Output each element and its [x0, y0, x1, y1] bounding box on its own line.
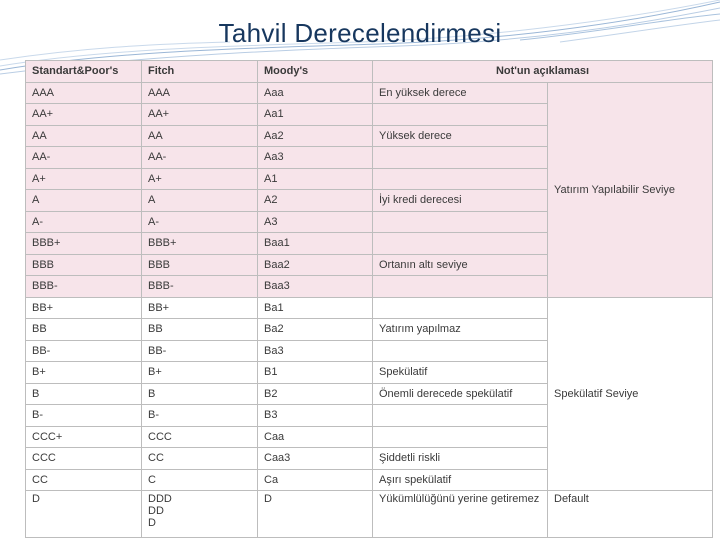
cell-moodys: A2: [258, 190, 373, 212]
cell-desc: Aşırı spekülatif: [373, 469, 548, 491]
table-row-default: [26, 491, 713, 538]
cell-sp: CCC: [26, 448, 142, 470]
cell-moodys: Ba3: [258, 340, 373, 362]
cell-sp: AA-: [26, 147, 142, 169]
cell-fitch: CCC: [142, 426, 258, 448]
cell-desc: [373, 147, 548, 169]
header-moodys: Moody's: [258, 61, 373, 83]
cell-fitch: B+: [142, 362, 258, 384]
cell-moodys: B3: [258, 405, 373, 427]
cell-fitch: A: [142, 190, 258, 212]
cell-moodys: A1: [258, 168, 373, 190]
cell-moodys: Baa1: [258, 233, 373, 255]
cell-desc: Yüksek derece: [373, 125, 548, 147]
cell-fitch: [142, 491, 258, 538]
cell-fitch: BBB: [142, 254, 258, 276]
table-header-row: [26, 61, 713, 83]
cell-sp: B-: [26, 405, 142, 427]
cell-desc: Şiddetli riskli: [373, 448, 548, 470]
cell-moodys: Baa3: [258, 276, 373, 298]
cell-sp: BBB: [26, 254, 142, 276]
cell-sp: B+: [26, 362, 142, 384]
fitch-line: DD: [148, 505, 164, 517]
cell-desc: Yükümlülüğünü yerine getiremez: [373, 491, 548, 538]
cell-fitch: AA: [142, 125, 258, 147]
fitch-line: DDD: [148, 493, 172, 505]
cell-sp: CCC+: [26, 426, 142, 448]
table-row: [26, 82, 713, 104]
cell-sp: BB+: [26, 297, 142, 319]
cell-desc: [373, 104, 548, 126]
cell-moodys: Caa: [258, 426, 373, 448]
cell-desc: [373, 211, 548, 233]
cell-desc: [373, 168, 548, 190]
cell-desc: İyi kredi derecesi: [373, 190, 548, 212]
cell-desc: [373, 233, 548, 255]
cell-moodys: Aaa: [258, 82, 373, 104]
cell-moodys: A3: [258, 211, 373, 233]
cell-sp: A-: [26, 211, 142, 233]
cell-sp: AAA: [26, 82, 142, 104]
cell-moodys: B2: [258, 383, 373, 405]
cell-moodys: B1: [258, 362, 373, 384]
cell-desc: [373, 405, 548, 427]
cell-fitch: AA-: [142, 147, 258, 169]
cell-sp: D: [26, 491, 142, 538]
cell-moodys: Caa3: [258, 448, 373, 470]
cell-fitch: AA+: [142, 104, 258, 126]
cell-desc: Ortanın altı seviye: [373, 254, 548, 276]
cell-fitch: A-: [142, 211, 258, 233]
header-fitch: Fitch: [142, 61, 258, 83]
cell-sp: B: [26, 383, 142, 405]
cell-fitch: AAA: [142, 82, 258, 104]
cell-fitch: BB+: [142, 297, 258, 319]
cell-fitch: B-: [142, 405, 258, 427]
table-row: [26, 297, 713, 319]
cell-sp: BB-: [26, 340, 142, 362]
cell-desc: Yatırım yapılmaz: [373, 319, 548, 341]
cell-sp: BBB+: [26, 233, 142, 255]
grade-speculative: Spekülatif Seviye: [548, 297, 713, 491]
cell-fitch: CC: [142, 448, 258, 470]
cell-fitch: BBB+: [142, 233, 258, 255]
cell-fitch: A+: [142, 168, 258, 190]
cell-fitch: BB: [142, 319, 258, 341]
cell-moodys: Ba1: [258, 297, 373, 319]
cell-moodys: Aa2: [258, 125, 373, 147]
cell-moodys: Ca: [258, 469, 373, 491]
cell-desc: [373, 426, 548, 448]
bond-rating-table: [25, 60, 713, 538]
cell-desc: Spekülatif: [373, 362, 548, 384]
cell-moodys: D: [258, 491, 373, 538]
cell-moodys: Aa1: [258, 104, 373, 126]
cell-desc: [373, 340, 548, 362]
table-body: [26, 82, 713, 538]
header-sp: Standart&Poor's: [26, 61, 142, 83]
cell-moodys: Aa3: [258, 147, 373, 169]
cell-desc: En yüksek derece: [373, 82, 548, 104]
page-title: Tahvil Derecelendirmesi: [218, 18, 502, 48]
cell-moodys: Baa2: [258, 254, 373, 276]
cell-sp: BB: [26, 319, 142, 341]
cell-desc: [373, 276, 548, 298]
header-note: Not'un açıklaması: [373, 61, 713, 83]
cell-fitch: B: [142, 383, 258, 405]
cell-sp: BBB-: [26, 276, 142, 298]
cell-fitch: BBB-: [142, 276, 258, 298]
cell-moodys: Ba2: [258, 319, 373, 341]
cell-fitch: C: [142, 469, 258, 491]
grade-investment: Yatırım Yapılabilir Seviye: [548, 82, 713, 297]
cell-sp: A+: [26, 168, 142, 190]
cell-sp: CC: [26, 469, 142, 491]
cell-sp: A: [26, 190, 142, 212]
cell-desc: Önemli derecede spekülatif: [373, 383, 548, 405]
cell-fitch: BB-: [142, 340, 258, 362]
cell-sp: AA: [26, 125, 142, 147]
cell-desc: [373, 297, 548, 319]
grade-default: Default: [548, 491, 713, 538]
cell-sp: AA+: [26, 104, 142, 126]
fitch-line: D: [148, 517, 156, 529]
